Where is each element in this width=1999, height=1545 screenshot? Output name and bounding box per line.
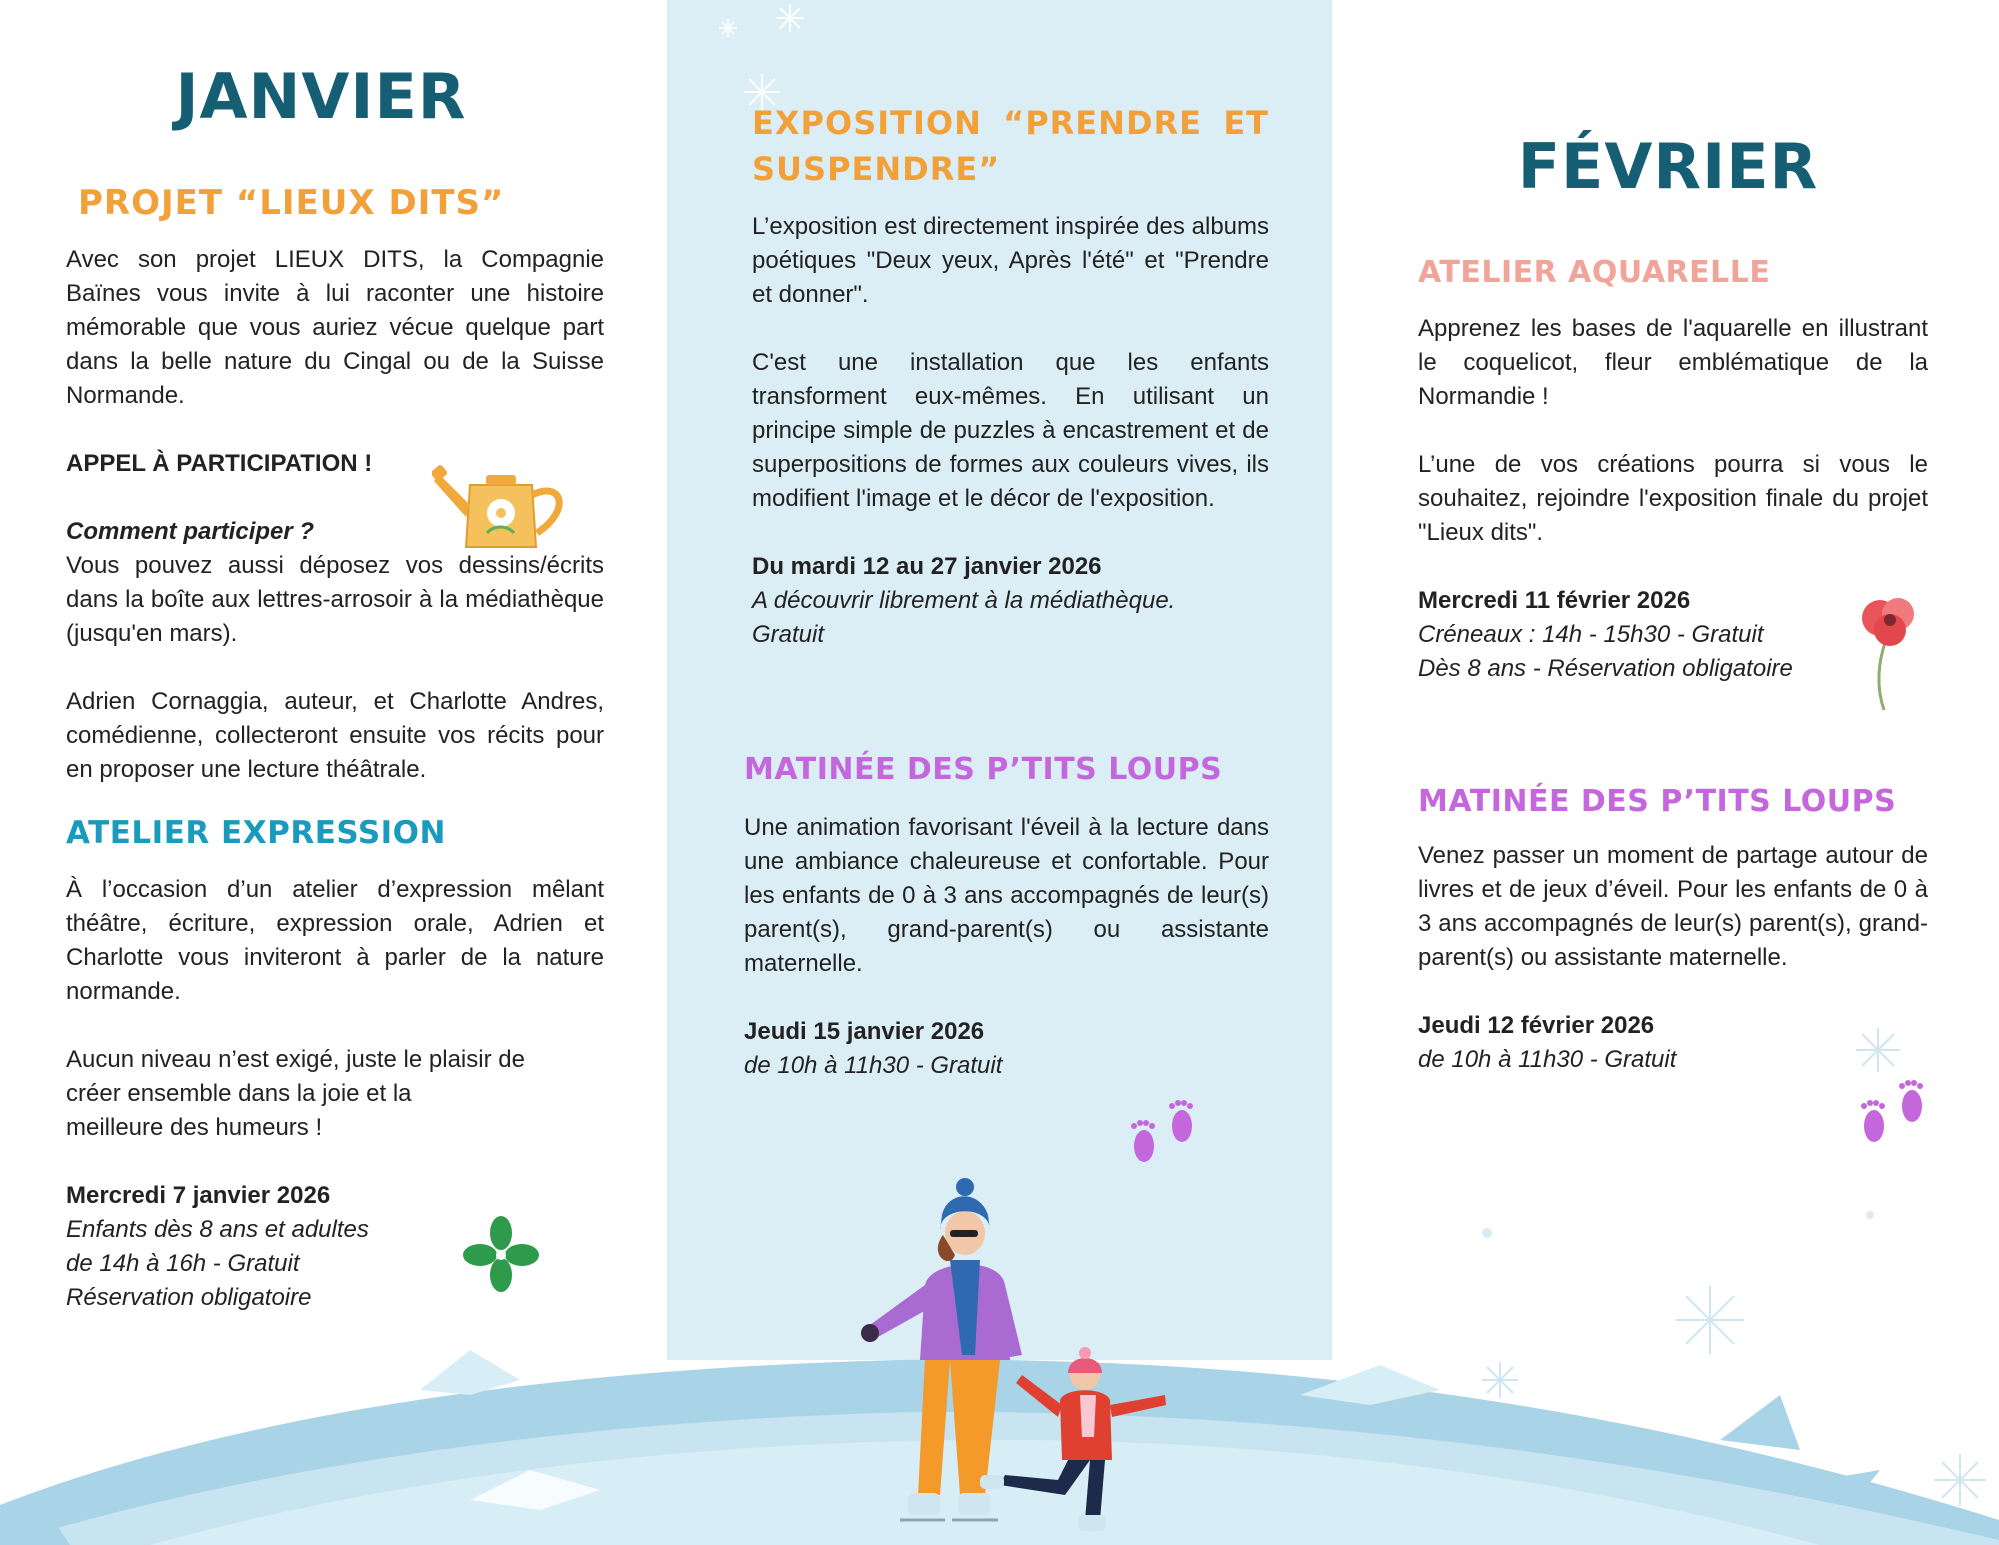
exposition-info-1: A découvrir librement à la médiathèque. [752, 587, 1176, 614]
exposition-info-2: Gratuit [752, 621, 825, 648]
project-lieux-dits-title: PROJET “LIEUX DITS” [78, 183, 505, 223]
middle-column [744, 100, 1269, 1083]
matinee-fevrier-description: Venez passer un moment de partage autour de livres et de jeux d’éveil. Pour les enfants de 0 à 3 ans accompagnés de leur(s) parent(s), grand-parent(s) ou assistante maternelle. [1418, 842, 1928, 971]
comment-participer-text: Vous pouvez aussi déposez vos dessins/écrits dans la boîte aux lettres-arrosoir à la médiathèque (jusqu'en mars). [66, 552, 604, 647]
month-title-february: FÉVRIER [1517, 130, 1819, 203]
project-lieux-dits-description: Avec son projet LIEUX DITS, la Compagnie Baïnes vous invite à lui raconter une histoire mémorable que vous auriez vécue quelque part dans la belle nature du Cingal ou de la Suisse Normande. [66, 246, 604, 409]
matinee-janvier-time: de 10h à 11h30 - Gratuit [744, 1052, 1003, 1079]
atelier-aquarelle-description-1: Apprenez les bases de l'aquarelle en illustrant le coquelicot, fleur emblématique de la Normandie ! [1418, 315, 1928, 410]
atelier-aquarelle-description-2: L’une de vos créations pourra si vous le souhaitez, rejoindre l'exposition finale du projet "Lieux dits". [1418, 451, 1928, 546]
snowflake-icon [719, 4, 804, 110]
atelier-expression-reservation: Réservation obligatoire [66, 1284, 312, 1311]
exposition-date: Du mardi 12 au 27 janvier 2026 [752, 553, 1102, 580]
february-column [1418, 130, 1928, 1077]
appel-participation: APPEL À PARTICIPATION ! [66, 450, 373, 477]
comment-participer-label: Comment participer ? [66, 518, 315, 545]
matinee-janvier-description: Une animation favorisant l'éveil à la lecture dans une ambiance chaleureuse et confortable. Pour les enfants de 0 à 3 ans accompagnés de leur(s) parent(s), grand-parent(s) ou assistante maternelle. [744, 814, 1269, 977]
matinee-janvier-date: Jeudi 15 janvier 2026 [744, 1018, 985, 1045]
watering-can-icon [432, 455, 572, 555]
atelier-expression-description: À l’occasion d’un atelier d’expression mêlant théâtre, écriture, expression orale, Adrien et Charlotte vous inviteront à parler de la nature normande. [66, 876, 604, 1005]
atelier-expression-date: Mercredi 7 janvier 2026 [66, 1182, 331, 1209]
exposition-description-2: C'est une installation que les enfants transforment eux-mêmes. En utilisant un principe simple de puzzles à encastrement et de superpositions de formes aux couleurs vives, ils modifient l'image et le décor de l'exposition. [752, 349, 1269, 512]
january-column [66, 60, 604, 1315]
footprints-icon [1126, 1098, 1202, 1172]
atelier-expression-title: ATELIER EXPRESSION [66, 815, 446, 851]
matinee-fevrier-title: MATINÉE DES P’TITS LOUPS [1418, 784, 1897, 819]
atelier-expression-time: de 14h à 16h - Gratuit [66, 1250, 300, 1277]
ice-skaters-illustration [800, 1175, 1190, 1545]
clover-icon [462, 1215, 540, 1295]
footprints-icon [1856, 1078, 1932, 1152]
atelier-aquarelle-title: ATELIER AQUARELLE [1418, 255, 1771, 290]
niveau-text-line-1: Aucun niveau n’est exigé, juste le plaisir de [66, 1046, 525, 1073]
month-title-january: JANVIER [175, 60, 467, 133]
niveau-text-line-2: créer ensemble dans la joie et la [66, 1080, 412, 1107]
atelier-aquarelle-audience: Dès 8 ans - Réservation obligatoire [1418, 655, 1793, 682]
matinee-fevrier-time: de 10h à 11h30 - Gratuit [1418, 1046, 1677, 1073]
atelier-expression-audience: Enfants dès 8 ans et adultes [66, 1216, 369, 1243]
exposition-title: EXPOSITION “PRENDRE ET SUSPENDRE” [752, 104, 1269, 188]
atelier-aquarelle-slots: Créneaux : 14h - 15h30 - Gratuit [1418, 621, 1764, 648]
exposition-description-1: L’exposition est directement inspirée des albums poétiques "Deux yeux, Après l'été" et "Prendre et donner". [752, 213, 1269, 308]
matinee-fevrier-date: Jeudi 12 février 2026 [1418, 1012, 1655, 1039]
collect-text: Adrien Cornaggia, auteur, et Charlotte Andres, comédienne, collecteront ensuite vos récits pour en proposer une lecture théâtrale. [66, 688, 604, 783]
matinee-janvier-title: MATINÉE DES P’TITS LOUPS [744, 752, 1223, 787]
atelier-aquarelle-date: Mercredi 11 février 2026 [1418, 587, 1691, 614]
poppy-icon [1858, 592, 1922, 712]
niveau-text-line-3: meilleure des humeurs ! [66, 1114, 323, 1141]
